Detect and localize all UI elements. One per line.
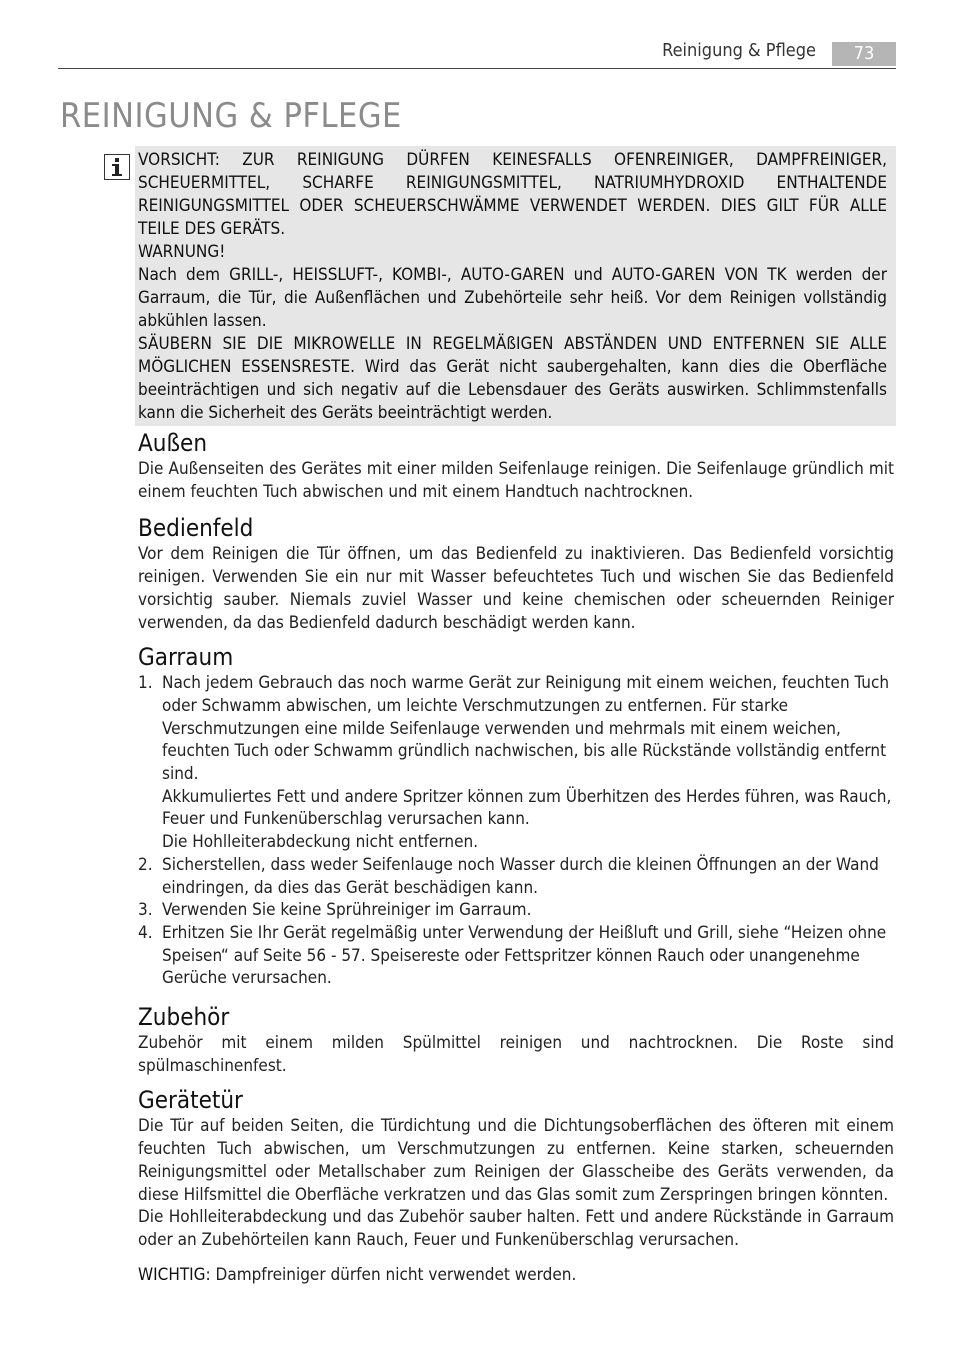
- section-text: Die Hohlleiterabdeckung und das Zubehör sauber halten. Fett und andere Rückstände in Garraum oder an Zubehörteilen kann Rauch, Feuer und Funkenüberschlag verursachen.: [138, 1207, 894, 1250]
- note-label: WICHTIG:: [138, 1264, 211, 1285]
- section-aussen: [138, 428, 894, 503]
- main-content: [138, 428, 894, 1286]
- list-item-number: 4.: [138, 922, 153, 943]
- section-heading: Zubehör: [138, 1003, 230, 1032]
- list-item-text: Verwenden Sie keine Sprühreiniger im Garraum.: [162, 900, 532, 921]
- info-icon: [104, 154, 130, 180]
- section-heading: Bedienfeld: [138, 514, 254, 543]
- list-item: [138, 922, 894, 990]
- list-item: [138, 899, 894, 922]
- warning-heat-text: Nach dem GRILL-, HEISSLUFT-, KOMBI-, AUTO-GAREN und AUTO-GAREN VON TK werden der Garraum, die Tür, die Außenflächen und Zubehörteile sehr heiß. Vor dem Reinigen vollständig abkühlen lassen.: [138, 265, 887, 331]
- list-item: [138, 672, 894, 854]
- section-bedienfeld: [138, 513, 894, 634]
- list-item-text: Nach jedem Gebrauch das noch warme Gerät zur Reinigung mit einem weichen, feuchten Tuch oder Schwamm abwischen, um leichte Verschmutzungen zu entfernen. Für starke Verschmutzungen eine milde Seifenlauge verwenden und mehrmals mit einem weichen, feuchten Tuch oder Schwamm gründlich nachwischen, bis alle Rückstände vollständig entfernt sind.: [162, 673, 890, 785]
- running-header-title: Reinigung & Pflege: [662, 40, 816, 61]
- section-geraetetuer: [138, 1085, 894, 1251]
- warning-cleaning-text: SÄUBERN SIE DIE MIKROWELLE IN REGELMÄßIGEN ABSTÄNDEN UND ENTFERNEN SIE ALLE MÖGLICHEN ESSENSRESTE. Wird das Gerät nicht saubergehalten, kann dies die Oberfläche beeinträchtigen und sich negativ auf die Lebensdauer des Geräts auswirken. Schlimmstenfalls kann die Sicherheit des Geräts beeinträchtigt werden.: [138, 334, 887, 423]
- section-heading: Garraum: [138, 643, 234, 672]
- section-zubehoer: [138, 1002, 894, 1077]
- list-item-text: Die Hohlleiterabdeckung nicht entfernen.: [162, 832, 479, 853]
- page-number: 73: [832, 42, 896, 66]
- note-text: Dampfreiniger dürfen nicht verwendet werden.: [215, 1264, 577, 1285]
- important-note: [138, 1264, 894, 1287]
- list-item-text: Erhitzen Sie Ihr Gerät regelmäßig unter Verwendung der Heißluft und Grill, siehe “Heizen ohne Speisen“ auf Seite 56 - 57. Speisereste oder Fettspritzer können Rauch oder unangenehme Gerüche verursachen.: [162, 922, 887, 989]
- header-divider: [58, 68, 896, 69]
- warning-heading: WARNUNG!: [138, 242, 226, 262]
- list-item-number: 1.: [138, 673, 153, 694]
- section-garraum: [138, 642, 894, 990]
- page-title: REINIGUNG & PFLEGE: [60, 96, 402, 136]
- section-text: Die Außenseiten des Gerätes mit einer milden Seifenlauge reinigen. Die Seifenlauge gründlich mit einem feuchten Tuch abwischen und mit einem Handtuch nachtrocknen.: [138, 459, 894, 502]
- section-text: Die Tür auf beiden Seiten, die Türdichtung und die Dichtungsoberflächen des öfteren mit einem feuchten Tuch abwischen, um Verschmutzungen zu entfernen. Keine starken, scheuernden Reinigungsmittel oder Metallschaber zum Reinigen der Glasscheibe des Geräts verwenden, da diese Hilfsmittel die Oberfläche verkratzen und das Glas somit zum Zerspringen bringen könnten.: [138, 1116, 894, 1205]
- warning-caution-text: VORSICHT: ZUR REINIGUNG DÜRFEN KEINESFALLS OFENREINIGER, DAMPFREINIGER, SCHEUERMITTEL, SCHARFE REINIGUNGSMITTEL, NATRIUMHYDROXID ENTHALTENDE REINIGUNGSMITTEL ODER SCHEUERSCHWÄMME VERWENDET WERDEN. DIES GILT FÜR ALLE TEILE DES GERÄTS.: [138, 150, 887, 239]
- list-item: [138, 854, 894, 899]
- list-item-number: 2.: [138, 854, 153, 875]
- warning-box: [135, 146, 896, 426]
- section-heading: Gerätetür: [138, 1086, 243, 1115]
- section-text: Vor dem Reinigen die Tür öffnen, um das Bedienfeld zu inaktivieren. Das Bedienfeld vorsichtig reinigen. Verwenden Sie ein nur mit Wasser befeuchtetes Tuch und wischen Sie das Bedienfeld vorsichtig sauber. Niemals zuviel Wasser und keine chemischen oder scheuernden Reiniger verwenden, da das Bedienfeld dadurch beschädigt werden kann.: [138, 544, 894, 633]
- section-heading: Außen: [138, 429, 208, 457]
- list-item-text: Akkumuliertes Fett und andere Spritzer können zum Überhitzen des Herdes führen, was Rauch, Feuer und Funkenüberschlag verursachen kann.: [162, 786, 892, 830]
- section-text: Zubehör mit einem milden Spülmittel reinigen und nachtrocknen. Die Roste sind spülmaschinenfest.: [138, 1033, 894, 1076]
- garraum-list: [138, 672, 894, 990]
- list-item-text: Sicherstellen, dass weder Seifenlauge noch Wasser durch die kleinen Öffnungen an der Wand eindringen, da dies das Gerät beschädigen kann.: [162, 854, 879, 898]
- list-item-number: 3.: [138, 900, 153, 921]
